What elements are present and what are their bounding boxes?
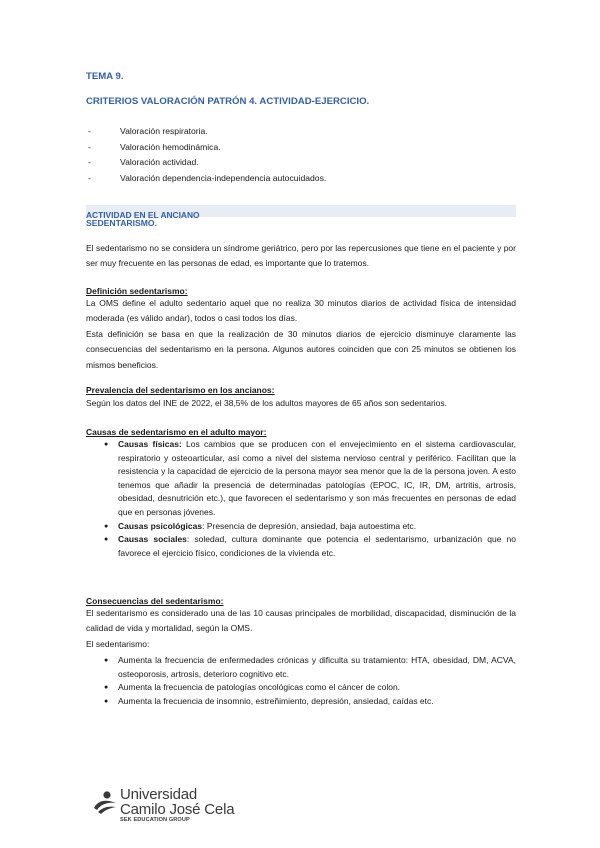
causa-text: Los cambios que se producen con el envejecimiento en el sistema cardiovascular, respiratorio y osteoarticular, así como a nivel del sistema nervioso central y periférico. Facilitan que la resistencia y la capacidad de ejercicio de la persona mayor sea menor que la de la persona joven. A esto tenemos que añadir la presencia de determinadas patologías (EPOC, IC, IR, DM, artritis, artrosis, obesidad, desnutrición etc.), que favorecen el sedentarismo y son más frecuentes en personas de edad que en personas jóvenes.: [118, 439, 516, 517]
list-item: - Valoración dependencia-independencia autocuidados.: [86, 173, 326, 189]
section-subtitle: SEDENTARISMO.: [86, 218, 157, 228]
list-item: - Valoración respiratoria.: [86, 126, 326, 142]
causas-heading: Causas de sedentarismo en el adulto mayor:: [86, 427, 267, 437]
consecuencias-paragraph: El sedentarismo es considerado una de las 10 causas principales de morbilidad, discapacidad, disminución de la calidad de vida y mortalidad, según la OMS.: [86, 608, 516, 634]
intro-paragraph: El sedentarismo no se considera un síndrome geriátrico, pero por las repercusiones que tiene en el paciente y por ser muy frecuente en las personas de edad, es importante que lo tratemos.: [86, 243, 516, 269]
list-item: ● Aumenta la frecuencia de enfermedades crónicas y dificulta su tratamiento: HTA, obesidad, DM, ACVA, osteoporosis, artrosis, deterioro cognitivo etc.: [104, 654, 516, 681]
list-item: ● Aumenta la frecuencia de patologías oncológicas como el cáncer de colon.: [104, 681, 516, 695]
list-item: [104, 520, 516, 534]
causas-list: [104, 438, 516, 560]
criterios-heading: CRITERIOS VALORACIÓN PATRÓN 4. ACTIVIDAD-EJERCICIO.: [86, 96, 370, 107]
definicion-paragraph-1: La OMS define el adulto sedentario aquel que no realiza 30 minutos diarios de actividad física de intensidad moderada (es válido andar), todos o casi todos los días.: [86, 298, 516, 324]
consecuencias-intro: El sedentarismo:: [86, 639, 150, 649]
university-logo: [92, 786, 252, 826]
causa-label: Causas sociales: [118, 534, 187, 545]
list-item: [104, 533, 516, 560]
logo-figure-icon: [92, 790, 118, 816]
definicion-heading: Definición sedentarismo:: [86, 286, 188, 296]
logo-line-3: SEK EDUCATION GROUP: [120, 817, 190, 823]
logo-line-1: Universidad: [120, 786, 198, 803]
causa-text: : soledad, cultura dominante que potencia el sedentarismo, urbanización que no favorece el ejercicio físico, condiciones de la vivienda etc.: [118, 534, 516, 558]
prevalencia-heading: Prevalencia del sedentarismo en los ancianos:: [86, 385, 275, 395]
list-item: ● Aumenta la frecuencia de insomnio, estreñimiento, depresión, ansiedad, caídas etc.: [104, 695, 516, 709]
logo-line-2: Camilo José Cela: [120, 801, 235, 818]
tema-heading: TEMA 9.: [86, 71, 124, 82]
prevalencia-paragraph: Según los datos del INE de 2022, el 38,5% de los adultos mayores de 65 años son sedentarios.: [86, 398, 448, 408]
list-item: - Valoración hemodinámica.: [86, 142, 326, 158]
causa-label: Causas físicas:: [118, 439, 182, 449]
valoraciones-list: [86, 126, 326, 188]
list-item: - Valoración actividad.: [86, 157, 326, 173]
causa-label: Causas psicológicas: [118, 520, 203, 531]
consecuencias-heading: Consecuencias del sedentarismo:: [86, 596, 224, 606]
definicion-paragraph-2: Esta definición se basa en que la realización de 30 minutos diarios de ejercicio disminuye claramente las consecuencias del sedentarismo en la persona. Algunos autores coinciden que con 25 minutos se obtienen los mismos beneficios.: [86, 329, 516, 370]
section-band-title: ACTIVIDAD EN EL ANCIANO: [86, 210, 200, 220]
section-band: [86, 205, 516, 220]
list-item: [104, 438, 516, 520]
causa-text: : Presencia de depresión, ansiedad, baja autoestima etc.: [202, 520, 417, 531]
consecuencias-list: [104, 654, 516, 708]
